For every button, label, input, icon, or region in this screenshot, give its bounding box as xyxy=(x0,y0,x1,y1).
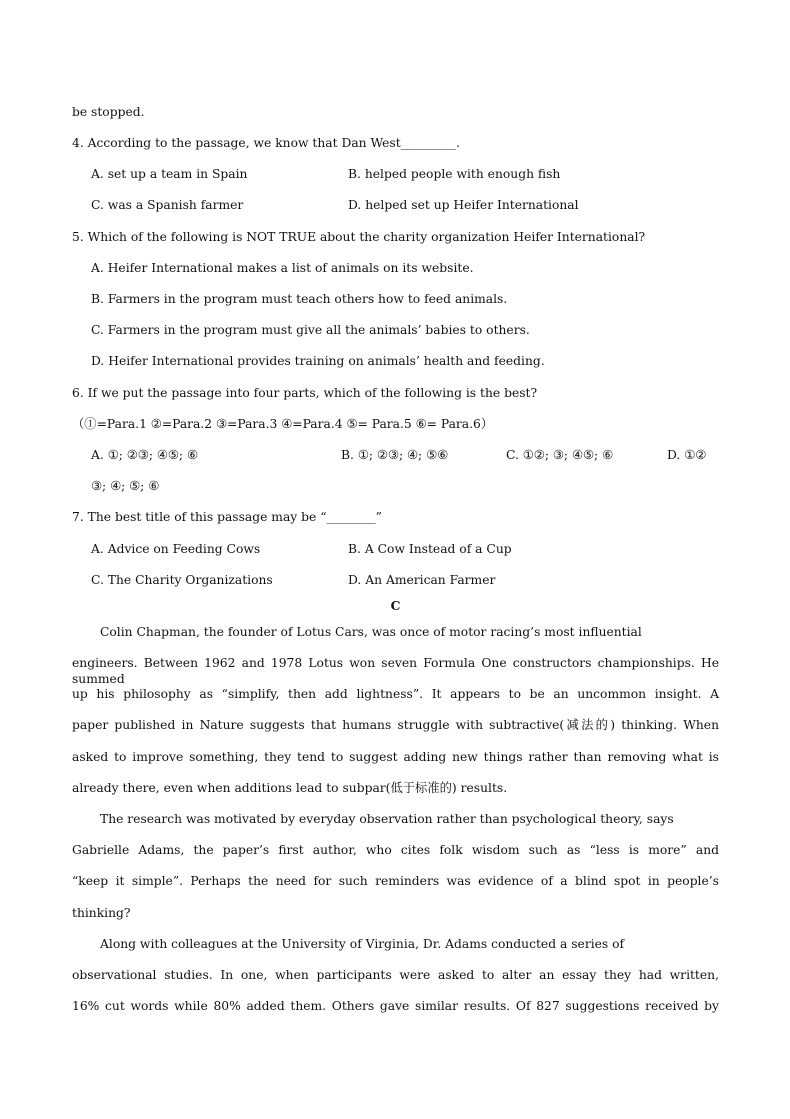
paragraph-2-line-3: “keep it simple”. Perhaps the need for such reminders was evidence of a blind spot in people’s xyxy=(72,874,719,888)
paragraph-2-line-1: The research was motivated by everyday observation rather than psychological theory, says xyxy=(100,812,674,826)
section-c-heading: C xyxy=(390,598,401,613)
question-7-stem: 7. The best title of this passage may be “________” xyxy=(72,510,382,524)
paragraph-1-line-4: paper published in Nature suggests that humans struggle with subtractive(减法的) thinking. When xyxy=(72,718,719,732)
question-6-option-d: D. ①② xyxy=(667,448,707,462)
question-6-option-c: C. ①②; ③; ④⑤; ⑥ xyxy=(506,448,614,462)
question-7-option-b: B. A Cow Instead of a Cup xyxy=(348,542,512,556)
paragraph-2-line-2: Gabrielle Adams, the paper’s first author, who cites folk wisdom such as “less is more” and xyxy=(72,843,719,857)
paragraph-1-line-5: asked to improve something, they tend to suggest adding new things rather than removing what is xyxy=(72,750,719,764)
question-6-option-b: B. ①; ②③; ④; ⑤⑥ xyxy=(341,448,449,462)
question-5-stem: 5. Which of the following is NOT TRUE about the charity organization Heifer International? xyxy=(72,230,646,244)
question-4-option-c: C. was a Spanish farmer xyxy=(91,198,244,212)
question-7-option-c: C. The Charity Organizations xyxy=(91,573,273,587)
paragraph-1-line-1: Colin Chapman, the founder of Lotus Cars, was once of motor racing’s most influential xyxy=(100,625,642,639)
question-6-paragraph-key: （①=Para.1 ②=Para.2 ③=Para.3 ④=Para.4 ⑤= Para.5 ⑥= Para.6） xyxy=(72,417,494,431)
question-4-stem: 4. According to the passage, we know that Dan West_________. xyxy=(72,136,460,150)
question-5-option-b: B. Farmers in the program must teach others how to feed animals. xyxy=(91,292,508,306)
paragraph-3-line-1: Along with colleagues at the University of Virginia, Dr. Adams conducted a series of xyxy=(100,937,625,951)
paragraph-1-line-3: up his philosophy as “simplify, then add lightness”. It appears to be an uncommon insight. A xyxy=(72,687,719,701)
question-6-option-a: A. ①; ②③; ④⑤; ⑥ xyxy=(91,448,198,462)
question-4-option-b: B. helped people with enough fish xyxy=(348,167,561,181)
question-5-option-d: D. Heifer International provides training on animals’ health and feeding. xyxy=(91,354,545,368)
paragraph-3-line-2: observational studies. In one, when participants were asked to alter an essay they had written, xyxy=(72,968,719,982)
question-4-option-a: A. set up a team in Spain xyxy=(91,167,248,181)
question-7-option-a: A. Advice on Feeding Cows xyxy=(91,542,261,556)
paragraph-1-line-2: engineers. Between 1962 and 1978 Lotus won seven Formula One constructors championships. He summed xyxy=(72,656,719,686)
paragraph-2-line-4: thinking? xyxy=(72,906,131,920)
paragraph-3-line-3: 16% cut words while 80% added them. Others gave similar results. Of 827 suggestions received by xyxy=(72,999,719,1013)
question-7-option-d: D. An American Farmer xyxy=(348,573,496,587)
paragraph-1-line-6: already there, even when additions lead to subpar(低于标准的) results. xyxy=(72,781,508,795)
question-5-option-c: C. Farmers in the program must give all the animals’ babies to others. xyxy=(91,323,530,337)
question-6-option-d-continued: ③; ④; ⑤; ⑥ xyxy=(91,479,160,493)
question-5-option-a: A. Heifer International makes a list of animals on its website. xyxy=(91,261,474,275)
previous-passage-ending: be stopped. xyxy=(72,105,145,119)
question-4-option-d: D. helped set up Heifer International xyxy=(348,198,579,212)
question-6-stem: 6. If we put the passage into four parts, which of the following is the best? xyxy=(72,386,538,400)
